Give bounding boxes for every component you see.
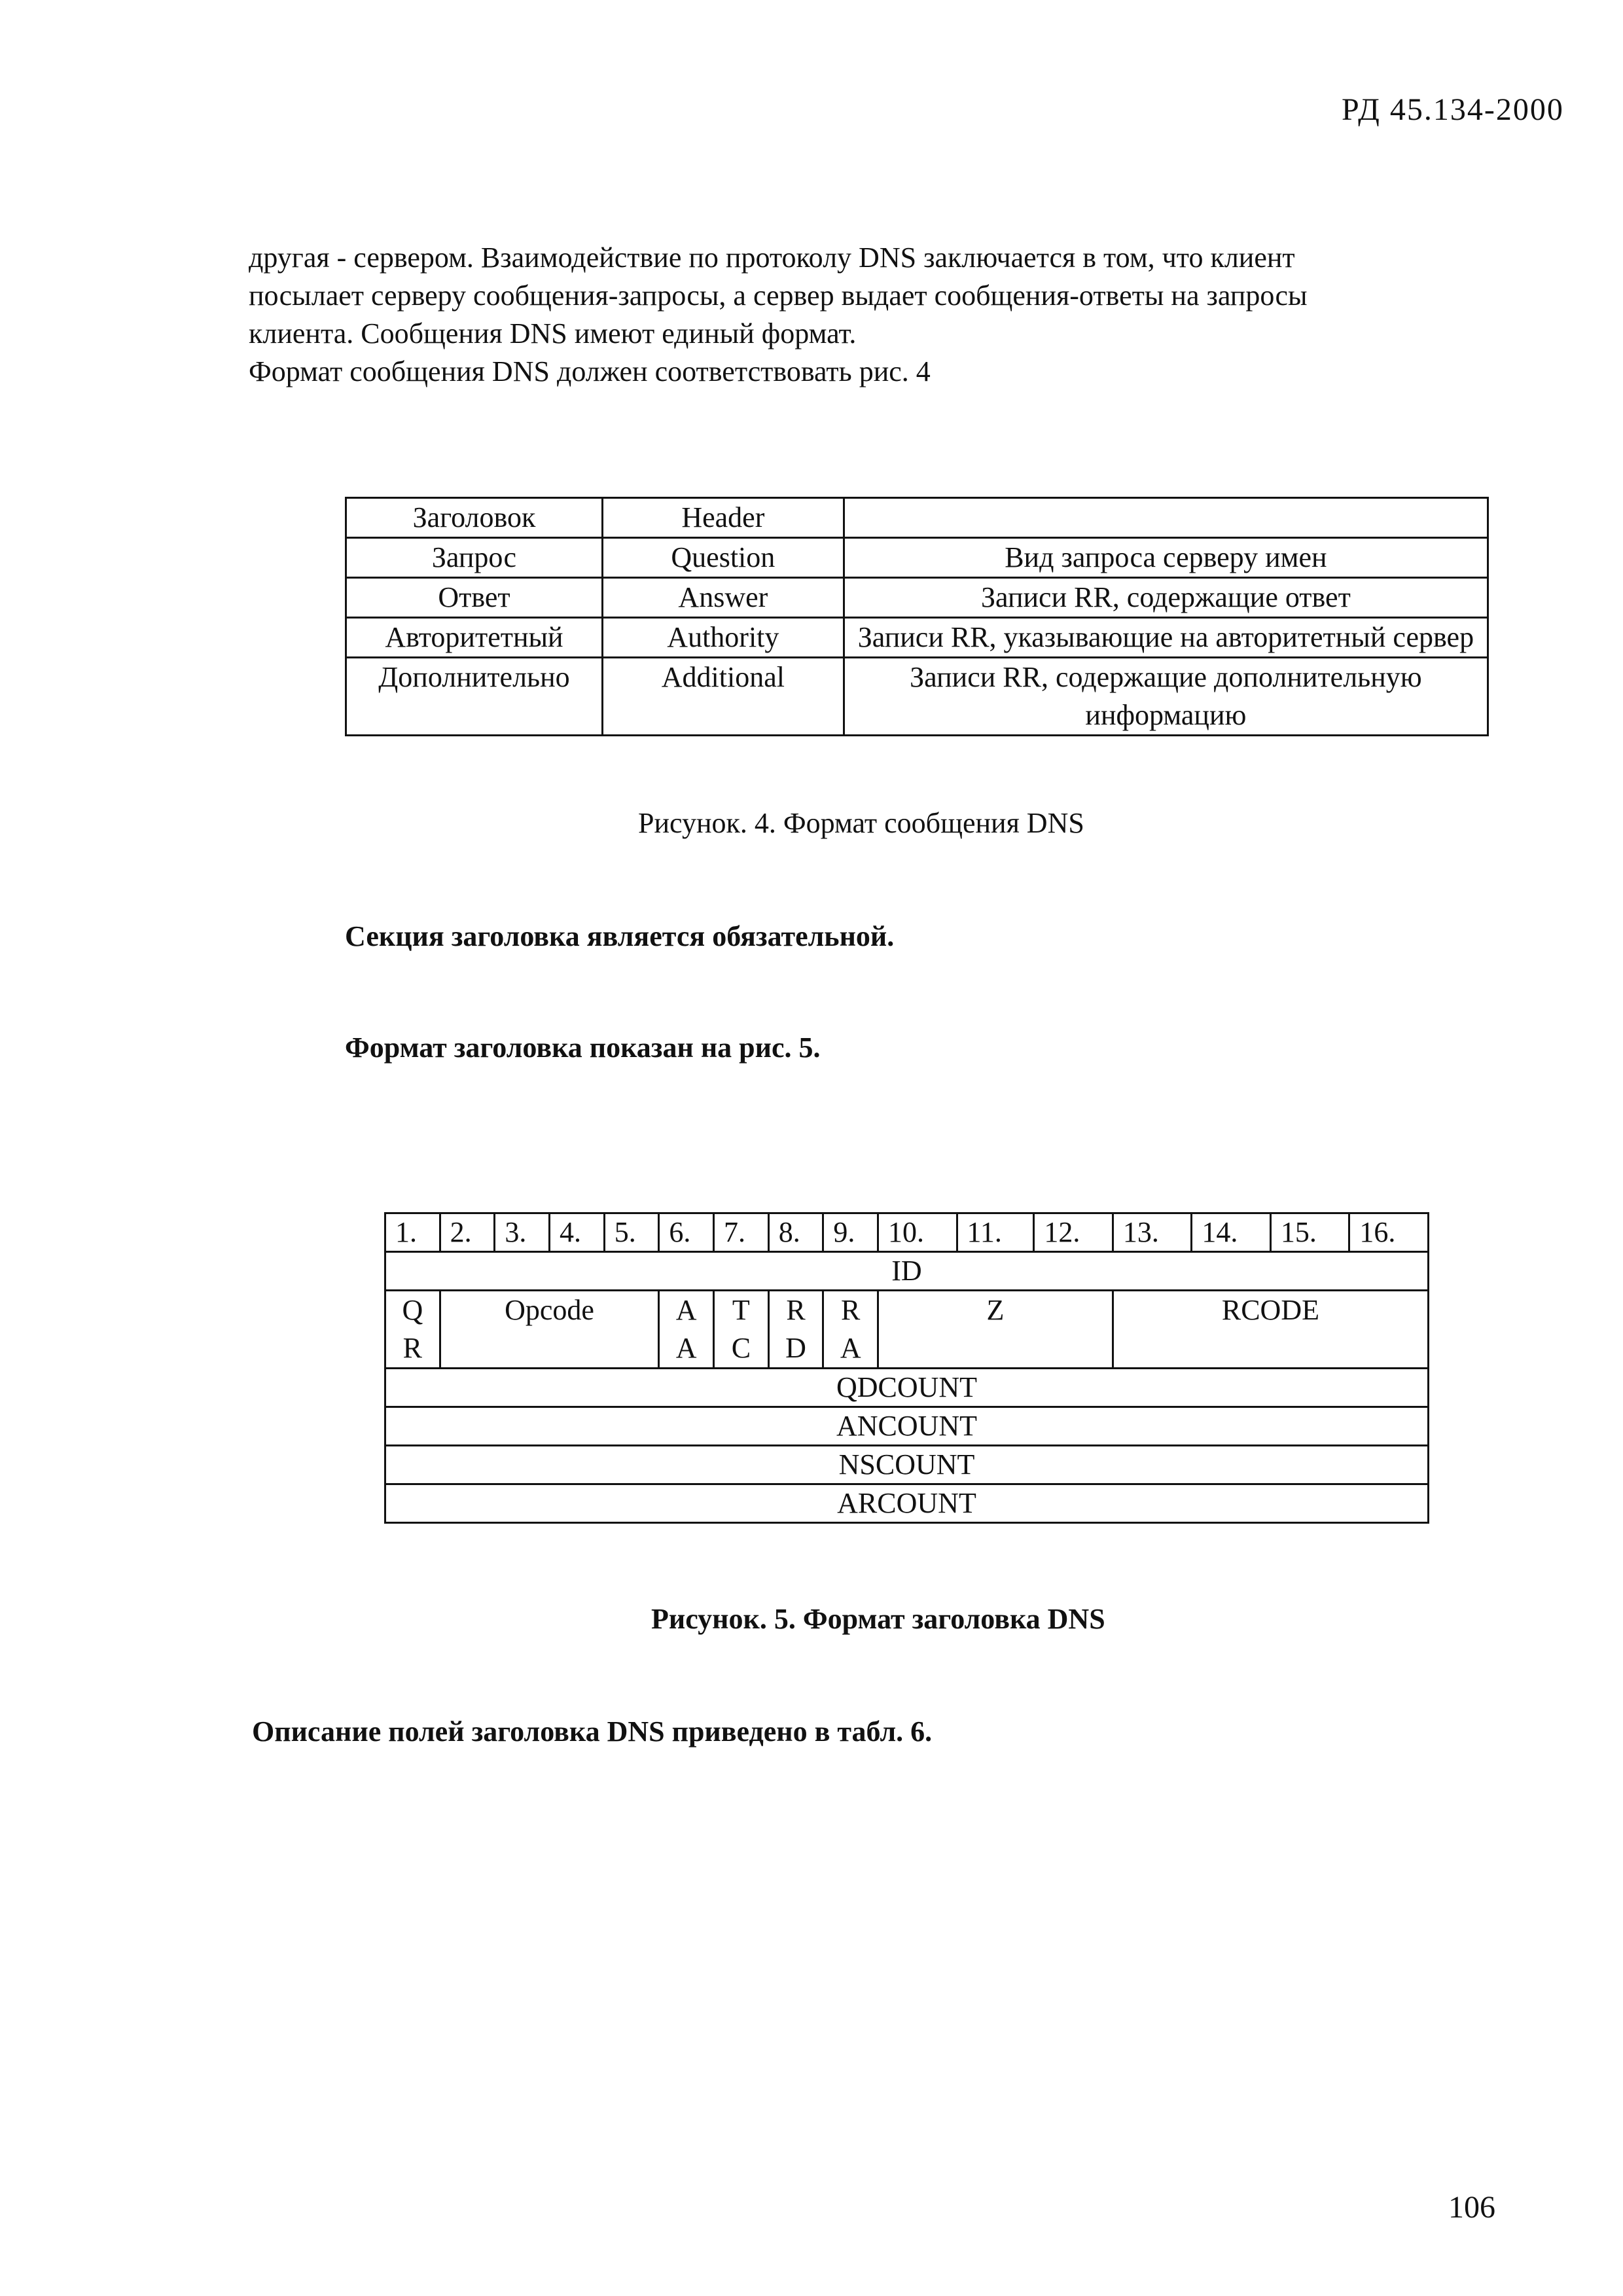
bit-number: 8. bbox=[768, 1213, 823, 1252]
bit-number: 9. bbox=[823, 1213, 878, 1252]
section-name-ru: Ответ bbox=[346, 578, 603, 618]
header-format-paragraph: Формат заголовка показан на рис. 5. bbox=[345, 1031, 821, 1064]
figure-4-caption: Рисунок. 4. Формат сообщения DNS bbox=[638, 807, 1084, 839]
count-row bbox=[385, 1446, 1429, 1484]
fields-description-paragraph: Описание полей заголовка DNS приведено в табл. 6. bbox=[252, 1715, 933, 1748]
bit-number: 2. bbox=[440, 1213, 495, 1252]
aa-field-bottom: A bbox=[675, 1332, 697, 1364]
nscount-field: NSCOUNT bbox=[385, 1446, 1429, 1484]
table-row bbox=[346, 618, 1488, 658]
table-row bbox=[346, 538, 1488, 578]
figure-5-caption: Рисунок. 5. Формат заголовка DNS bbox=[651, 1603, 1105, 1635]
tc-field bbox=[714, 1291, 769, 1369]
section-name-en: Additional bbox=[602, 658, 844, 736]
aa-field-top: A bbox=[675, 1294, 697, 1326]
section-description: Записи RR, содержащие ответ bbox=[844, 578, 1488, 618]
count-row bbox=[385, 1369, 1429, 1407]
qdcount-field: QDCOUNT bbox=[385, 1369, 1429, 1407]
bit-number: 4. bbox=[550, 1213, 605, 1252]
id-row bbox=[385, 1252, 1429, 1291]
bit-number: 3. bbox=[495, 1213, 550, 1252]
section-name-en: Authority bbox=[602, 618, 844, 658]
count-row bbox=[385, 1407, 1429, 1446]
ra-field-top: R bbox=[841, 1294, 861, 1326]
section-description: Вид запроса серверу имен bbox=[844, 538, 1488, 578]
bit-number: 6. bbox=[659, 1213, 714, 1252]
bit-number: 11. bbox=[957, 1213, 1034, 1252]
section-name-en: Answer bbox=[602, 578, 844, 618]
intro-line: другая - сервером. Взаимодействие по протоколу DNS заключается в том, что клиент bbox=[249, 242, 1295, 274]
section-name-en: Header bbox=[602, 498, 844, 538]
qr-field-top: Q bbox=[402, 1294, 423, 1326]
intro-line: Формат сообщения DNS должен соответствовать рис. 4 bbox=[249, 355, 931, 387]
bit-number: 15. bbox=[1270, 1213, 1349, 1252]
bit-number: 16. bbox=[1349, 1213, 1429, 1252]
opcode-field: Opcode bbox=[440, 1291, 659, 1369]
section-description: Записи RR, содержащие дополнительную информацию bbox=[844, 658, 1488, 736]
qr-field-bottom: R bbox=[402, 1332, 423, 1364]
rd-field bbox=[768, 1291, 823, 1369]
section-name-ru: Заголовок bbox=[346, 498, 603, 538]
section-name-ru: Дополнительно bbox=[346, 658, 603, 736]
qr-field bbox=[385, 1291, 440, 1369]
bit-number: 5. bbox=[604, 1213, 659, 1252]
flags-row bbox=[385, 1291, 1429, 1369]
intro-line: посылает серверу сообщения-запросы, а сервер выдает сообщения-ответы на запросы bbox=[249, 279, 1308, 312]
rd-field-bottom: D bbox=[785, 1332, 806, 1364]
bit-number: 7. bbox=[714, 1213, 769, 1252]
ancount-field: ANCOUNT bbox=[385, 1407, 1429, 1446]
section-name-ru: Запрос bbox=[346, 538, 603, 578]
page-number: 106 bbox=[1448, 2190, 1495, 2225]
section-name-ru: Авторитетный bbox=[346, 618, 603, 658]
count-row bbox=[385, 1484, 1429, 1523]
header-required-paragraph: Секция заголовка является обязательной. bbox=[345, 920, 895, 952]
aa-field bbox=[659, 1291, 714, 1369]
bit-number: 12. bbox=[1034, 1213, 1113, 1252]
ra-field-bottom: A bbox=[840, 1332, 861, 1364]
ra-field bbox=[823, 1291, 878, 1369]
dns-header-format-table bbox=[384, 1212, 1429, 1524]
table-row bbox=[346, 498, 1488, 538]
bit-number: 1. bbox=[385, 1213, 440, 1252]
intro-paragraph bbox=[249, 239, 1492, 391]
bit-number-row bbox=[385, 1213, 1429, 1252]
bit-number: 13. bbox=[1113, 1213, 1192, 1252]
document-code: РД 45.134-2000 bbox=[1342, 92, 1564, 127]
rd-field-top: R bbox=[786, 1294, 806, 1326]
tc-field-bottom: C bbox=[731, 1332, 751, 1364]
intro-line: клиента. Сообщения DNS имеют единый формат. bbox=[249, 317, 857, 350]
rcode-field: RCODE bbox=[1113, 1291, 1428, 1369]
table-row bbox=[346, 658, 1488, 736]
section-description bbox=[844, 498, 1488, 538]
id-field: ID bbox=[385, 1252, 1429, 1291]
tc-field-top: T bbox=[732, 1294, 750, 1326]
z-field: Z bbox=[878, 1291, 1113, 1369]
dns-message-format-table bbox=[345, 497, 1489, 736]
bit-number: 10. bbox=[878, 1213, 957, 1252]
section-description: Записи RR, указывающие на авторитетный сервер bbox=[844, 618, 1488, 658]
arcount-field: ARCOUNT bbox=[385, 1484, 1429, 1523]
bit-number: 14. bbox=[1192, 1213, 1271, 1252]
section-name-en: Question bbox=[602, 538, 844, 578]
table-row bbox=[346, 578, 1488, 618]
